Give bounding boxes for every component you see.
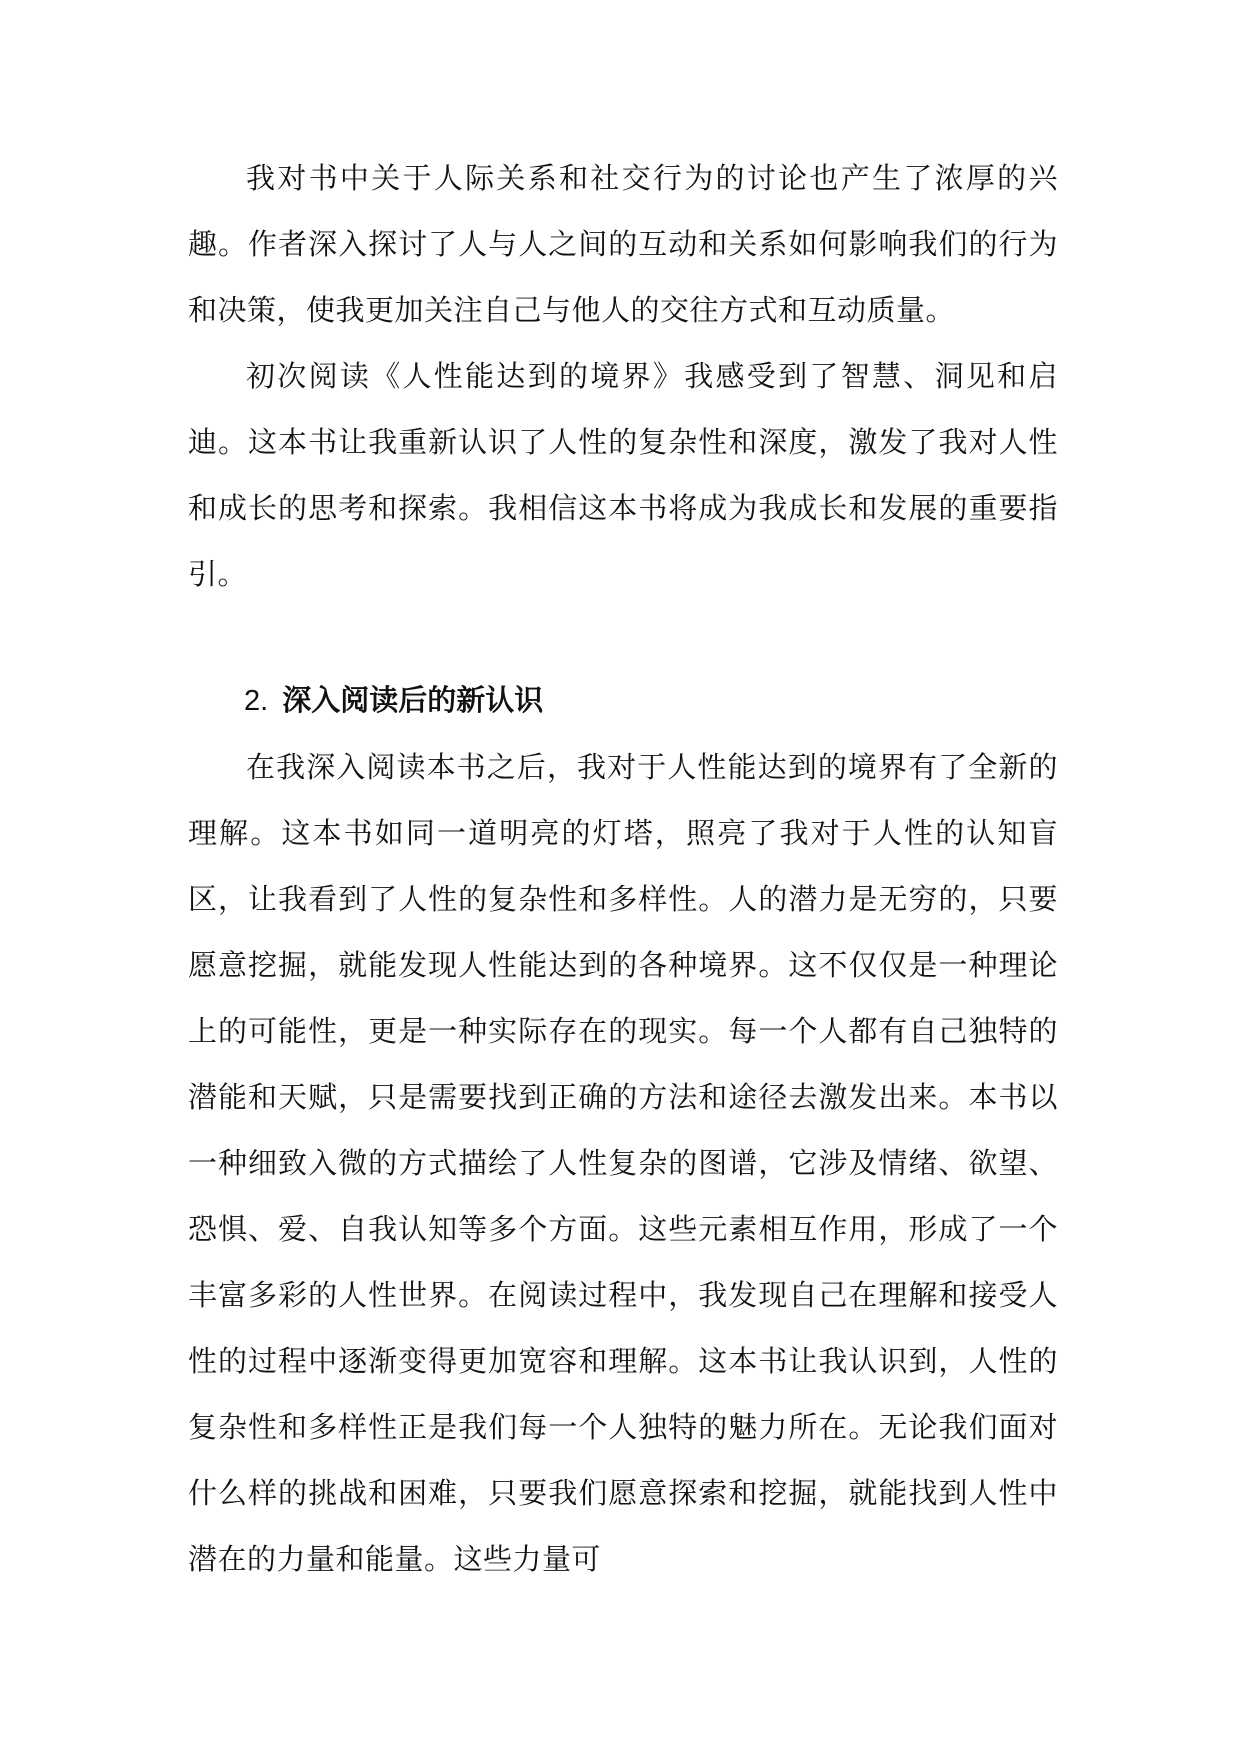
document-body [188,145,1058,1592]
section-title: 深入阅读后的新认识 [282,683,544,717]
section-number: 2. [244,685,269,717]
paragraph-social-behavior: 我对书中关于人际关系和社交行为的讨论也产生了浓厚的兴趣。作者深入探讨了人与人之间的互动和关系如何影响我们的行为和决策，使我更加关注自己与他人的交往方式和互动质量。 [188,161,1058,327]
paragraph-deep-reading: 在我深入阅读本书之后，我对于人性能达到的境界有了全新的理解。这本书如同一道明亮的灯塔，照亮了我对于人性的认知盲区，让我看到了人性的复杂性和多样性。人的潜力是无穷的，只要愿意挖掘，就能发现人性能达到的各种境界。这不仅仅是一种理论上的可能性，更是一种实际存在的现实。每一个人都有自己独特的潜能和天赋，只是需要找到正确的方法和途径去激发出来。本书以一种细致入微的方式描绘了人性复杂的图谱，它涉及情绪、欲望、恐惧、爱、自我认知等多个方面。这些元素相互作用，形成了一个丰富多彩的人性世界。在阅读过程中，我发现自己在理解和接受人性的过程中逐渐变得更加宽容和理解。这本书让我认识到，人性的复杂性和多样性正是我们每一个人独特的魅力所在。无论我们面对什么样的挑战和困难，只要我们愿意探索和挖掘，就能找到人性中潜在的力量和能量。这些力量可 [188,750,1058,1576]
section-heading [188,667,1058,734]
paragraph-first-reading: 初次阅读《人性能达到的境界》我感受到了智慧、洞见和启迪。这本书让我重新认识了人性的复杂性和深度，激发了我对人性和成长的思考和探索。我相信这本书将成为我成长和发展的重要指引。 [188,359,1058,591]
